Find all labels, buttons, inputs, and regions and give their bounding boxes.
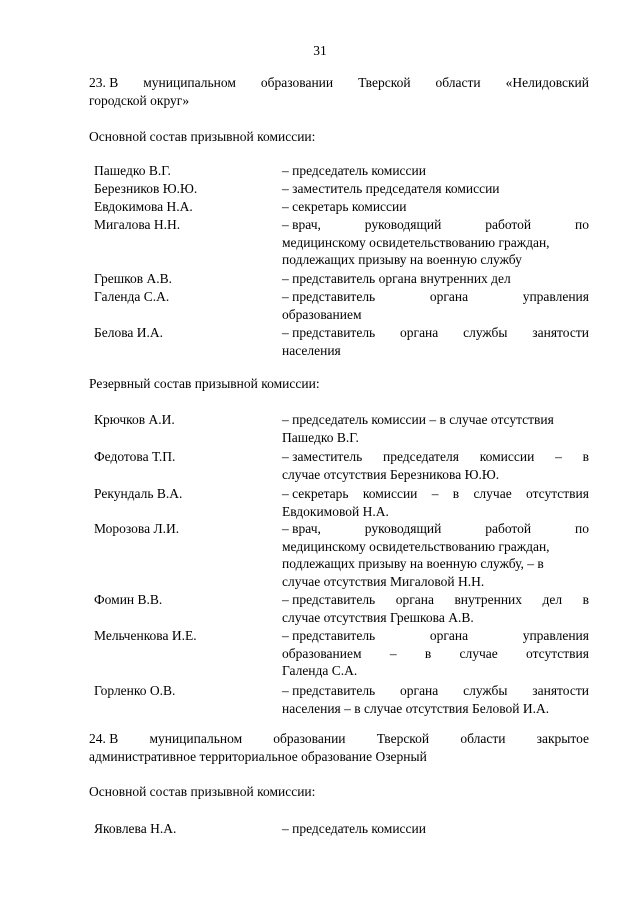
member-name: Крючков А.И. [94, 412, 175, 427]
role-word: в [582, 592, 589, 607]
role-word: случае [459, 645, 498, 661]
heading-word: области [460, 731, 506, 746]
heading-word: муниципальном [143, 75, 236, 90]
role-word: комиссии [479, 449, 535, 464]
role-line: случае отсутствия Мигаловой Н.Н. [282, 573, 485, 589]
member-name: Морозова Л.И. [94, 521, 180, 536]
member-role [282, 162, 589, 180]
member-role [282, 820, 589, 838]
member-name: Фомин В.В. [94, 592, 163, 607]
role-word: комиссии [362, 486, 418, 501]
member-role [282, 485, 589, 520]
role-line [282, 288, 589, 306]
role-line: медицинскому освидетельствованию граждан, [282, 234, 550, 250]
member-name: Яковлева Н.А. [94, 821, 177, 836]
heading-word: 24. В [89, 731, 119, 746]
role-line [282, 682, 589, 700]
role-line: подлежащих призыву на военную службу [282, 252, 522, 267]
heading-word: образовании [273, 731, 346, 746]
role-line: медицинскому освидетельствованию граждан, [282, 538, 550, 554]
section-heading-23 [89, 74, 589, 109]
role-line: населения – в случае отсутствия Беловой И.А. [282, 700, 550, 716]
role-word: органа [429, 289, 469, 304]
role-line [282, 324, 589, 342]
role-line: – председатель комиссии – в случае отсутствия [282, 412, 554, 427]
member-role [282, 216, 589, 269]
heading-word: муниципальном [149, 731, 243, 746]
role-word: – представитель [282, 289, 376, 304]
role-word: председателя [383, 449, 459, 464]
role-word: руководящий [364, 521, 442, 536]
role-word: в [424, 645, 432, 661]
member-name: Пашедко В.Г. [94, 163, 171, 178]
role-line: – заместитель председателя комиссии [282, 181, 500, 196]
heading-word: 23. В [89, 75, 119, 90]
member-role [282, 411, 589, 446]
role-line: – представитель органа внутренних дел [282, 271, 511, 286]
role-word: – представитель [282, 683, 376, 698]
role-line [282, 627, 589, 645]
member-role [282, 448, 589, 483]
role-line: населения [282, 342, 341, 358]
page-number: 31 [313, 43, 327, 58]
role-line: – председатель комиссии [282, 821, 426, 836]
role-word: – заместитель [282, 449, 363, 464]
role-line [282, 591, 589, 609]
role-word: занятости [532, 683, 589, 698]
role-line: Пашедко В.Г. [282, 429, 359, 445]
member-name: Мигалова Н.Н. [94, 217, 181, 232]
section-heading-24 [89, 730, 589, 765]
role-word: – представитель [282, 325, 376, 340]
role-word: работой [485, 521, 532, 536]
heading-word: закрытое [536, 731, 589, 746]
reserve-composition-title: Резервный состав призывной комиссии: [89, 376, 320, 391]
role-word: управления [522, 289, 589, 304]
role-word: дел [542, 592, 563, 607]
member-name: Горленко О.В. [94, 683, 176, 698]
section-heading-line-1 [89, 730, 589, 748]
role-word: занятости [532, 325, 589, 340]
member-name: Мельченкова И.Е. [94, 628, 197, 643]
role-word: – [431, 486, 439, 501]
role-line: – секретарь комиссии [282, 199, 407, 214]
role-line: образованием [282, 306, 362, 322]
role-line: – председатель комиссии [282, 163, 426, 178]
role-word: – врач, [282, 217, 321, 232]
role-word: – [555, 449, 562, 464]
role-line [282, 216, 589, 234]
heading-word: Тверской [358, 75, 411, 90]
role-line [282, 448, 589, 466]
member-role [282, 288, 589, 323]
role-line: Галенда С.А. [282, 663, 358, 678]
member-name: Грешков А.В. [94, 271, 172, 286]
role-word: – врач, [282, 521, 321, 536]
main-composition-title: Основной состав призывной комиссии: [89, 129, 316, 144]
member-name: Евдокимова Н.А. [94, 199, 193, 214]
section-heading-line-1 [89, 74, 589, 92]
role-word: образованием [282, 645, 362, 661]
role-word: по [575, 521, 589, 536]
role-word: – [389, 645, 397, 661]
heading-word: образовании [260, 75, 334, 90]
section-heading-line-2: административное территориальное образование Озерный [89, 748, 427, 764]
role-line: подлежащих призыву на военную службу, – в [282, 556, 544, 571]
member-role [282, 180, 589, 198]
role-word: в [452, 486, 460, 501]
role-line: случае отсутствия Грешкова А.В. [282, 609, 474, 625]
member-role [282, 198, 589, 216]
role-word: внутренних [454, 592, 523, 607]
role-word: в [582, 449, 589, 464]
member-role [282, 591, 589, 626]
role-word: – секретарь [282, 486, 349, 501]
heading-word: Тверской [376, 731, 430, 746]
role-line [282, 485, 589, 503]
main-composition-title: Основной состав призывной комиссии: [89, 784, 316, 799]
section-heading-line-2: городской округ» [89, 92, 190, 108]
member-role [282, 270, 589, 288]
role-word: – представитель [282, 628, 376, 643]
role-line: случае отсутствия Березникова Ю.Ю. [282, 466, 500, 482]
member-name: Галенда С.А. [94, 289, 170, 304]
role-word: органа [395, 592, 434, 607]
role-word: отсутствия [526, 486, 589, 501]
role-word: органа [429, 628, 469, 643]
role-word: службы [463, 325, 508, 340]
role-word: руководящий [364, 217, 442, 232]
role-word: органа [400, 325, 439, 340]
role-word: органа [400, 683, 439, 698]
member-name: Белова И.А. [94, 325, 164, 340]
member-name: Рекундаль В.А. [94, 486, 183, 501]
role-word: отсутствия [526, 645, 589, 661]
role-word: по [575, 217, 589, 232]
heading-word: «Нелидовский [505, 75, 589, 90]
role-line: Евдокимовой Н.А. [282, 503, 389, 519]
role-line [282, 645, 589, 663]
role-word: случае [473, 486, 512, 501]
member-role [282, 682, 589, 717]
member-name: Федотова Т.П. [94, 449, 176, 464]
role-line [282, 520, 589, 538]
role-word: службы [463, 683, 508, 698]
member-role [282, 627, 589, 680]
role-word: – представитель [282, 592, 376, 607]
member-role [282, 520, 589, 590]
role-word: работой [485, 217, 532, 232]
heading-word: области [435, 75, 481, 90]
member-name: Березников Ю.Ю. [94, 181, 198, 196]
member-role [282, 324, 589, 359]
role-word: управления [522, 628, 589, 643]
